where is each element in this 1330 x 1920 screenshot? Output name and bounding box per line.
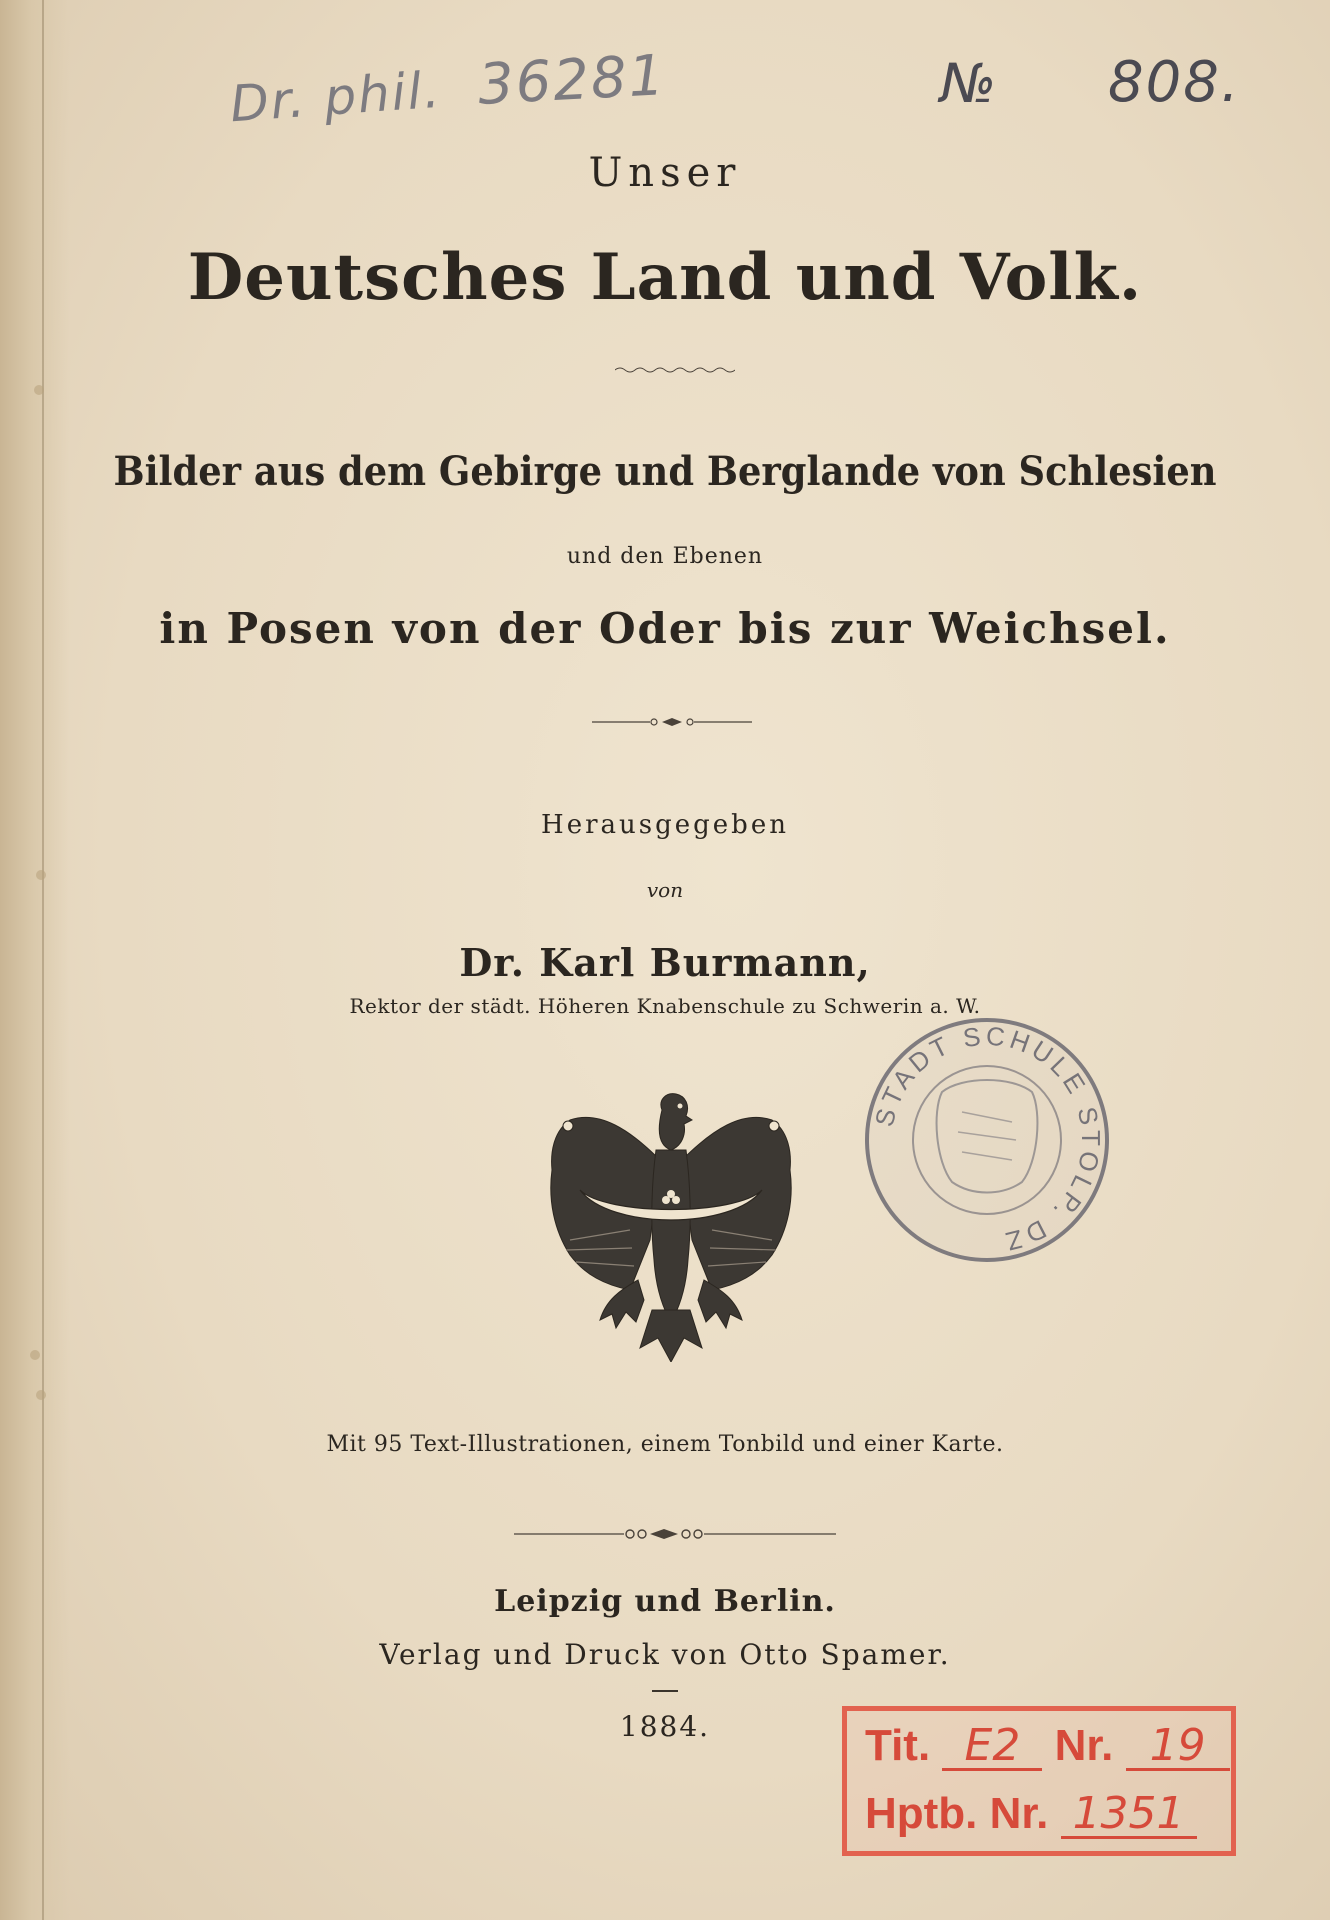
imprint-year: 1884. xyxy=(619,1710,711,1743)
subtitle-line-1: Bilder aus dem Gebirge und Berglande von Schlesien xyxy=(113,448,1217,495)
stamp-tit-value: E2 xyxy=(942,1724,1042,1771)
wavy-divider xyxy=(615,366,735,374)
ink-number-value: 808. xyxy=(1108,50,1241,115)
by-label: von xyxy=(646,878,684,902)
imprint-place: Leipzig und Berlin. xyxy=(494,1584,836,1619)
ornamental-divider-2 xyxy=(514,1526,836,1542)
author-affiliation: Rektor der städt. Höheren Knabenschule zu Schwerin a. W. xyxy=(349,994,981,1018)
stamp-nr-value: 19 xyxy=(1126,1724,1230,1771)
ornamental-divider xyxy=(592,714,752,730)
stamp-hptb-label: Hptb. Nr. xyxy=(865,1789,1049,1838)
subtitle-line-2: und den Ebenen xyxy=(566,544,764,569)
author-name: Dr. Karl Burmann, xyxy=(459,940,871,985)
binding-damage-mark xyxy=(36,1390,46,1400)
stamp-row-title xyxy=(865,1721,1230,1771)
library-shelfmark-stamp xyxy=(842,1706,1236,1856)
stamp-row-hptb xyxy=(865,1789,1197,1839)
illustrations-note: Mit 95 Text-Illustrationen, einem Tonbild und einer Karte. xyxy=(326,1432,1004,1457)
imprint-rule xyxy=(652,1690,678,1692)
silesian-eagle-emblem xyxy=(540,1090,802,1362)
page-title: Deutsches Land und Volk. xyxy=(187,240,1143,315)
school-library-stamp xyxy=(862,1012,1112,1268)
pencil-call-number: 36281 xyxy=(476,43,668,118)
subtitle-line-3: in Posen von der Oder bis zur Weichsel. xyxy=(159,604,1171,653)
stamp-hptb-value: 1351 xyxy=(1061,1792,1197,1839)
edited-by-label: Herausgegeben xyxy=(541,810,789,840)
title-line-1: Unser xyxy=(588,150,742,196)
stamp-ring-text: STADT SCHULE STOLP. DZ xyxy=(868,1020,1107,1258)
binding-damage-mark xyxy=(30,1350,40,1360)
stamp-nr-label: Nr. xyxy=(1054,1721,1114,1770)
imprint-publisher: Verlag und Druck von Otto Spamer. xyxy=(379,1638,951,1671)
stamp-tit-label: Tit. xyxy=(865,1721,931,1770)
pencil-note-prefix: Dr. phil. xyxy=(228,60,444,134)
binding-damage-mark xyxy=(34,385,44,395)
ink-number-label: № xyxy=(940,52,999,115)
